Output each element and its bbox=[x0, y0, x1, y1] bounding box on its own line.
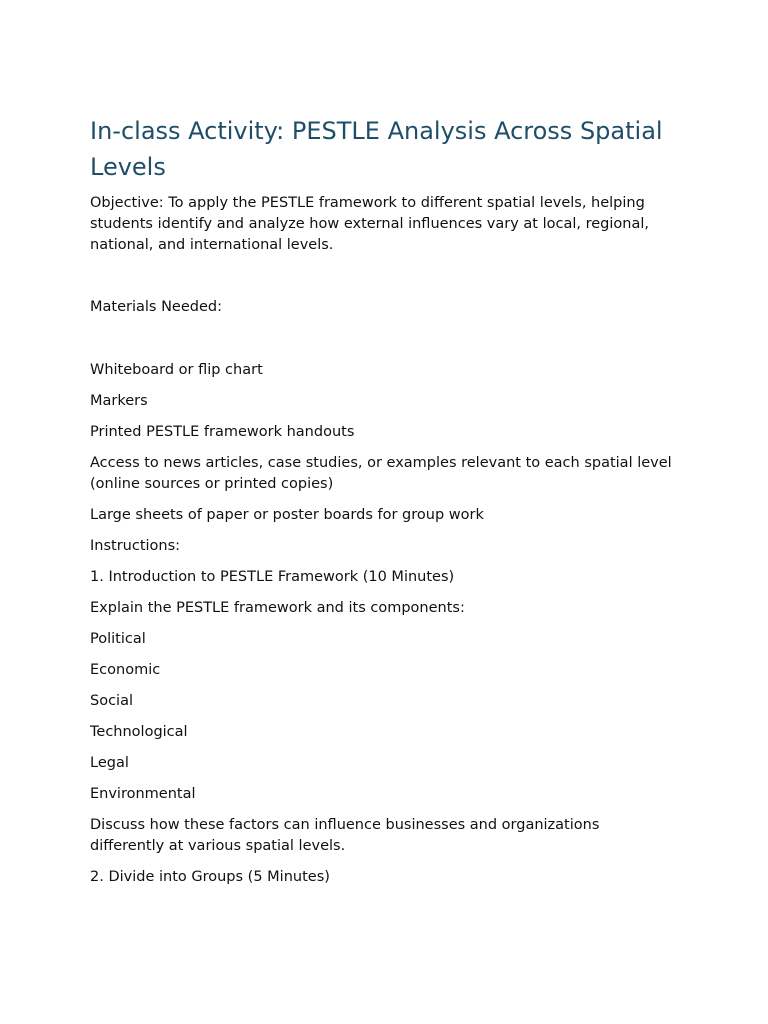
step-1-heading: 1. Introduction to PESTLE Framework (10 Minutes) bbox=[90, 569, 455, 585]
pestle-component-item: Environmental bbox=[90, 786, 196, 802]
material-item: Markers bbox=[90, 393, 148, 409]
pestle-component-item: Economic bbox=[90, 662, 161, 678]
step-2-heading: 2. Divide into Groups (5 Minutes) bbox=[90, 869, 330, 885]
material-item: Access to news articles, case studies, or examples relevant to each spatial level (online sources or printed copies) bbox=[90, 455, 672, 492]
pestle-component-item: Political bbox=[90, 631, 146, 647]
pestle-components-list bbox=[90, 629, 678, 805]
material-item: Large sheets of paper or poster boards for group work bbox=[90, 507, 484, 523]
materials-list bbox=[90, 360, 678, 526]
material-item: Whiteboard or flip chart bbox=[90, 362, 263, 378]
instructions-heading: Instructions: bbox=[90, 538, 181, 554]
materials-heading: Materials Needed: bbox=[90, 299, 222, 315]
step-1-intro: Explain the PESTLE framework and its components: bbox=[90, 600, 465, 616]
step-1-discussion: Discuss how these factors can influence businesses and organizations differently at various spatial levels. bbox=[90, 817, 600, 854]
document-title: In-class Activity: PESTLE Analysis Across Spatial Levels bbox=[90, 117, 663, 181]
pestle-component-item: Technological bbox=[90, 724, 188, 740]
material-item: Printed PESTLE framework handouts bbox=[90, 424, 355, 440]
pestle-component-item: Social bbox=[90, 693, 133, 709]
objective-paragraph: Objective: To apply the PESTLE framework to different spatial levels, helping students identify and analyze how external influences vary at local, regional, national, and international levels. bbox=[90, 195, 649, 253]
pestle-component-item: Legal bbox=[90, 755, 129, 771]
